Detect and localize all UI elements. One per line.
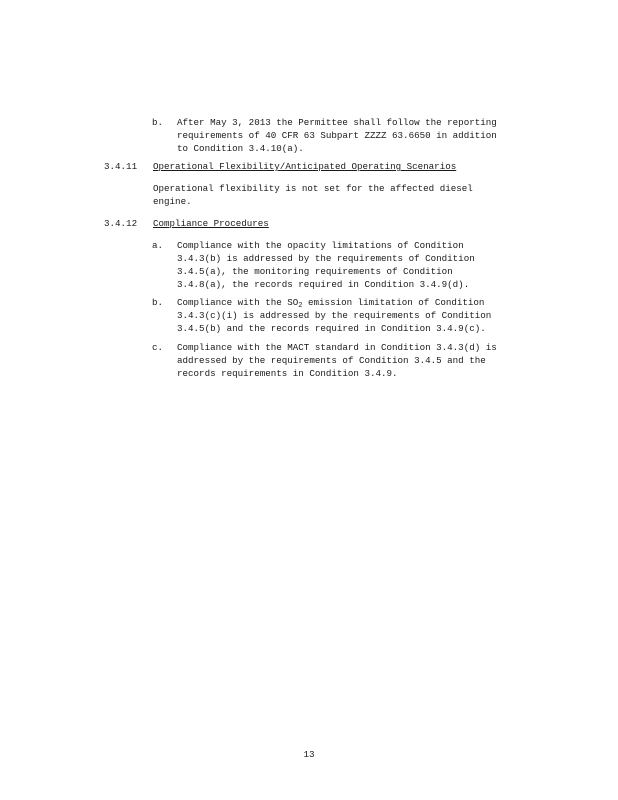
item-a-line-1: Compliance with the opacity limitations of Condition bbox=[177, 240, 464, 251]
item-c-line-3: records requirements in Condition 3.4.9. bbox=[177, 368, 398, 379]
item-b2-line-2: 3.4.3(c)(i) is addressed by the requirements of Condition bbox=[177, 310, 492, 321]
item-a-line-2: 3.4.3(b) is addressed by the requirements of Condition bbox=[177, 253, 475, 264]
item-b2-marker: b. bbox=[152, 297, 164, 308]
item-c-marker: c. bbox=[152, 342, 164, 353]
section-3-4-11-body-line-2: engine. bbox=[153, 196, 192, 207]
item-b2-line-1-pre: Compliance with the SO bbox=[177, 297, 299, 308]
item-a-line-3: 3.4.5(a), the monitoring requirements of Condition bbox=[177, 266, 453, 277]
page-number: 13 bbox=[303, 749, 315, 760]
section-3-4-11-number: 3.4.11 bbox=[104, 161, 138, 172]
section-3-4-12-number: 3.4.12 bbox=[104, 218, 138, 229]
item-b-line-1: After May 3, 2013 the Permittee shall follow the reporting bbox=[177, 117, 497, 128]
item-b-marker: b. bbox=[152, 117, 164, 128]
section-3-4-11-body-line-1: Operational flexibility is not set for the affected diesel bbox=[153, 183, 473, 194]
section-3-4-12-title: Compliance Procedures bbox=[153, 218, 269, 229]
item-a-marker: a. bbox=[152, 240, 164, 251]
item-b-line-2: requirements of 40 CFR 63 Subpart ZZZZ 63.6650 in addition bbox=[177, 130, 497, 141]
section-3-4-11-title: Operational Flexibility/Anticipated Operating Scenarios bbox=[153, 161, 457, 172]
item-c-line-1: Compliance with the MACT standard in Condition 3.4.3(d) is bbox=[177, 342, 497, 353]
item-c-line-2: addressed by the requirements of Condition 3.4.5 and the bbox=[177, 355, 486, 366]
so2-subscript: 2 bbox=[298, 302, 303, 310]
item-b2-line-1-post: emission limitation of Condition bbox=[302, 297, 485, 308]
item-b2-line-1 bbox=[177, 296, 484, 309]
item-b-line-3: to Condition 3.4.10(a). bbox=[177, 143, 304, 154]
item-b2-line-3: 3.4.5(b) and the records required in Condition 3.4.9(c). bbox=[177, 323, 486, 334]
item-a-line-4: 3.4.8(a), the records required in Condition 3.4.9(d). bbox=[177, 279, 470, 290]
